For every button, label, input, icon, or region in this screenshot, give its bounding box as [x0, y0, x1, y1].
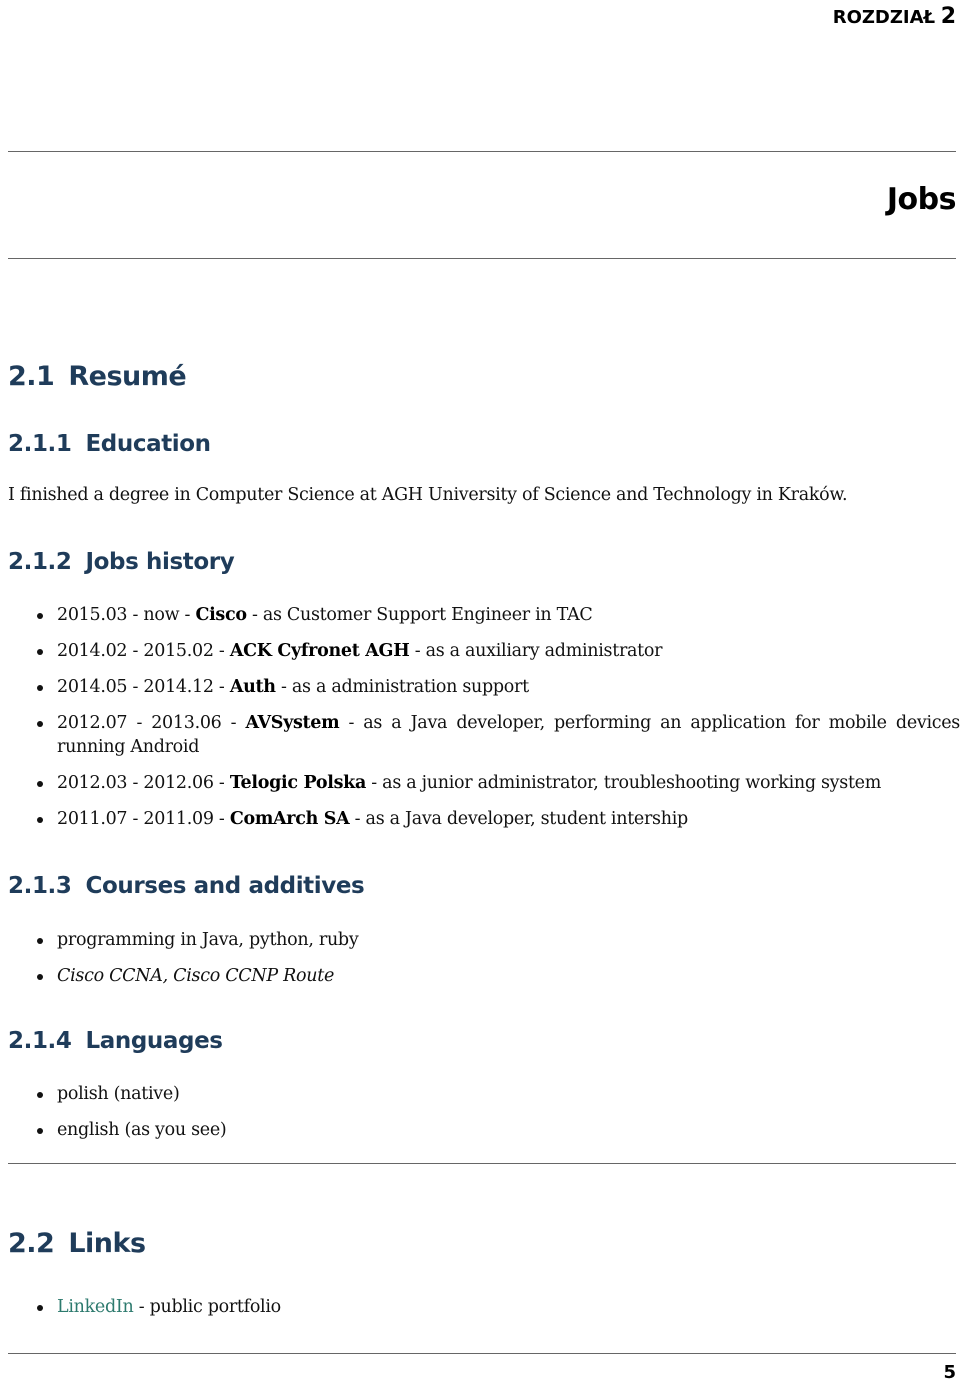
subsection-number: 2.1.2 — [8, 549, 72, 575]
job-company: AVSystem — [245, 713, 340, 733]
subsection-title: Courses and additives — [85, 873, 365, 899]
title-rule — [8, 258, 956, 259]
job-dates: 2014.02 - 2015.02 - — [57, 641, 230, 661]
subsection-title: Education — [85, 431, 211, 457]
subsection-heading-education — [8, 431, 211, 457]
job-role: - as a administration support — [275, 677, 529, 697]
subsection-number: 2.1.4 — [8, 1028, 72, 1054]
job-company: ComArch SA — [229, 809, 350, 829]
bullet-icon — [37, 1128, 43, 1134]
job-company: Telogic Polska — [229, 773, 367, 793]
section-rule — [8, 1163, 956, 1164]
job-dates: 2012.07 - 2013.06 - — [57, 713, 246, 733]
bullet-icon — [37, 938, 43, 944]
subsection-title: Jobs history — [85, 549, 235, 575]
job-dates: 2012.03 - 2012.06 - — [57, 773, 230, 793]
job-item-cisco — [0, 603, 960, 627]
job-role: - as Customer Support Engineer in TAC — [246, 605, 593, 625]
job-role: - as a Java developer, student intership — [349, 809, 688, 829]
job-item-avsystem — [0, 711, 960, 759]
subsection-number: 2.1.3 — [8, 873, 72, 899]
link-item-linkedin — [0, 1295, 960, 1319]
bullet-icon — [37, 1092, 43, 1098]
job-company: Cisco — [195, 605, 247, 625]
subsection-heading-jobs-history — [8, 549, 234, 575]
language-text: english (as you see) — [57, 1120, 227, 1140]
page-number: 5 — [943, 1362, 956, 1383]
bullet-icon — [37, 1305, 43, 1311]
job-item-telogic — [0, 771, 960, 795]
section-title: Links — [68, 1228, 146, 1259]
job-company: ACK Cyfronet AGH — [229, 641, 410, 661]
section-heading-resume — [8, 361, 186, 392]
job-item-comarch — [0, 807, 960, 831]
course-ccnp: Cisco CCNP Route — [173, 966, 335, 986]
bullet-icon — [37, 781, 43, 787]
subsection-number: 2.1.1 — [8, 431, 72, 457]
course-ccna: Cisco CCNA — [57, 966, 163, 986]
job-role: - as a junior administrator, troubleshooting working system — [366, 773, 882, 793]
top-rule — [8, 151, 956, 152]
language-item — [0, 1118, 960, 1142]
bullet-icon — [37, 685, 43, 691]
jobs-list — [0, 603, 960, 831]
subsection-heading-courses — [8, 873, 364, 899]
bullet-icon — [37, 974, 43, 980]
courses-list — [0, 928, 960, 988]
course-text: programming in Java, python, ruby — [57, 930, 359, 950]
link-description: - public portfolio — [133, 1297, 281, 1317]
footer-rule — [8, 1353, 956, 1354]
course-item-programming — [0, 928, 960, 952]
chapter-title: Jobs — [886, 182, 956, 217]
section-title: Resumé — [68, 361, 187, 392]
bullet-icon — [37, 721, 43, 727]
bullet-icon — [37, 649, 43, 655]
languages-list — [0, 1082, 960, 1142]
language-text: polish (native) — [57, 1084, 180, 1104]
linkedin-link[interactable]: LinkedIn — [57, 1297, 134, 1317]
language-item — [0, 1082, 960, 1106]
chapter-number: 2 — [940, 4, 956, 29]
chapter-word: ROZDZIAŁ — [832, 7, 936, 28]
job-company: Auth — [229, 677, 276, 697]
subsection-title: Languages — [85, 1028, 223, 1054]
education-text: I finished a degree in Computer Science at AGH University of Science and Technology in Kraków. — [8, 485, 848, 505]
subsection-heading-languages — [8, 1028, 223, 1054]
job-item-auth — [0, 675, 960, 699]
bullet-icon — [37, 817, 43, 823]
course-item-cisco — [0, 964, 960, 988]
section-number: 2.2 — [8, 1228, 55, 1259]
job-dates: 2014.05 - 2014.12 - — [57, 677, 230, 697]
bullet-icon — [37, 613, 43, 619]
links-list — [0, 1295, 960, 1319]
job-dates: 2015.03 - now - — [57, 605, 196, 625]
course-separator: , — [162, 966, 174, 986]
job-role: - as a Java developer, performing an application for mobile devices running Android — [57, 713, 960, 757]
job-item-cyfronet — [0, 639, 960, 663]
job-role: - as a auxiliary administrator — [409, 641, 663, 661]
job-dates: 2011.07 - 2011.09 - — [57, 809, 230, 829]
chapter-label — [833, 4, 956, 29]
section-number: 2.1 — [8, 361, 55, 392]
section-heading-links — [8, 1228, 146, 1259]
